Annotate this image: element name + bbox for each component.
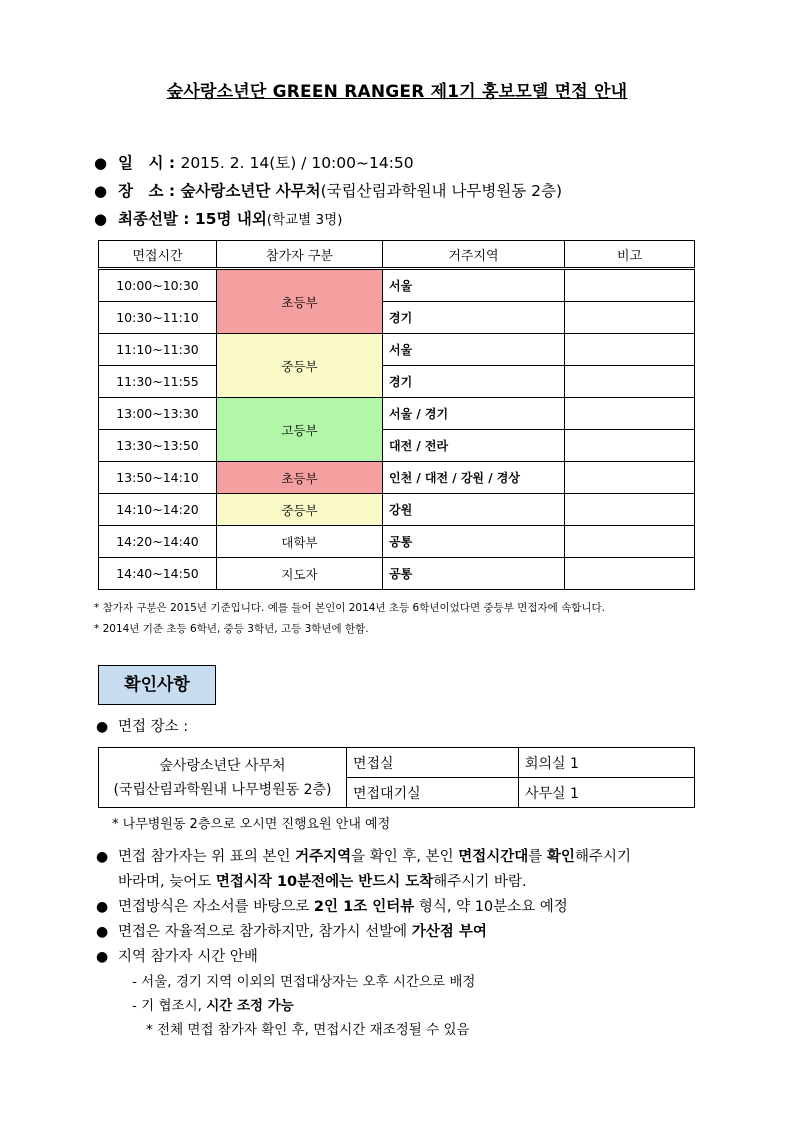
region-cell: 공통	[383, 526, 565, 558]
note-cell	[565, 494, 695, 526]
table-row	[99, 334, 695, 366]
table-row	[99, 269, 695, 302]
room-cell: 면접실	[347, 748, 519, 778]
footnote: * 참가자 구분은 2015년 기준입니다. 예를 들어 본인이 2014년 초등 6학년이었다면 중등부 면접자에 속합니다.	[94, 602, 606, 614]
item-3: ● 면접은 자율적으로 참가하지만, 참가시 선발에 가산점 부여	[96, 924, 487, 940]
column-header: 참가자 구분	[217, 241, 383, 269]
bullet-icon: ●	[96, 924, 109, 940]
time-cell: 14:10~14:20	[99, 494, 217, 526]
room-cell: 면접대기실	[347, 778, 519, 808]
item-4-sub-2: - 기 협조시, 시간 조정 가능	[132, 998, 294, 1014]
group-cell: 대학부	[217, 526, 383, 558]
region-cell: 대전 / 전라	[383, 430, 565, 462]
note-cell	[565, 269, 695, 302]
region-cell: 경기	[383, 302, 565, 334]
place-cell: 회의실 1	[519, 748, 695, 778]
venue-intro: ● 면접 장소 :	[96, 719, 189, 735]
table-row	[99, 430, 695, 462]
item-1: ● 면접 참가자는 위 표의 본인 거주지역을 확인 후, 본인 면접시간대를 확인해주시기	[96, 849, 631, 865]
info-place: ● 장 소 : 숲사랑소년단 사무처(국립산림과학원내 나무병원동 2층)	[94, 182, 563, 200]
note-cell	[565, 558, 695, 590]
group-cell: 중등부	[217, 494, 383, 526]
time-cell: 13:00~13:30	[99, 398, 217, 430]
note-cell	[565, 526, 695, 558]
time-cell: 13:50~14:10	[99, 462, 217, 494]
group-cell: 지도자	[217, 558, 383, 590]
venue-address: (국립산림과학원내 나무병원동 2층)	[113, 781, 332, 798]
table-row	[99, 494, 695, 526]
bullet-icon: ●	[94, 210, 108, 228]
table-row	[99, 366, 695, 398]
region-cell: 강원	[383, 494, 565, 526]
time-cell: 10:00~10:30	[99, 269, 217, 302]
time-cell: 11:30~11:55	[99, 366, 217, 398]
group-cell: 초등부	[217, 269, 383, 334]
venue-name-cell	[99, 748, 347, 808]
item-4-sub-1: - 서울, 경기 지역 이외의 면접대상자는 오후 시간으로 배정	[132, 974, 476, 990]
info-extra: (학교별 3명)	[266, 212, 343, 228]
venue-note: * 나무병원동 2층으로 오시면 진행요원 안내 예정	[112, 817, 391, 832]
table-row	[99, 398, 695, 430]
bullet-icon: ●	[96, 849, 109, 865]
note-cell	[565, 334, 695, 366]
info-value: 15명 내외	[194, 210, 267, 228]
note-cell	[565, 430, 695, 462]
table-row	[99, 526, 695, 558]
info-date: ● 일 시 : 2015. 2. 14(토) / 10:00~14:50	[94, 154, 414, 172]
schedule-table	[98, 240, 695, 590]
note-cell	[565, 366, 695, 398]
bullet-icon: ●	[96, 899, 109, 915]
time-cell: 11:10~11:30	[99, 334, 217, 366]
bullet-icon: ●	[94, 154, 108, 172]
page-title: 숲사랑소년단 GREEN RANGER 제1기 홍보모델 면접 안내	[166, 82, 628, 102]
item-2: ● 면접방식은 자소서를 바탕으로 2인 1조 인터뷰 형식, 약 10분소요 예정	[96, 899, 568, 915]
item-4: ● 지역 참가자 시간 안배	[96, 949, 258, 965]
group-cell: 고등부	[217, 398, 383, 462]
column-header: 거주지역	[383, 241, 565, 269]
region-cell: 서울	[383, 334, 565, 366]
time-cell: 14:20~14:40	[99, 526, 217, 558]
section-title: 확인사항	[98, 665, 216, 705]
item-1-cont: 바라며, 늦어도 면접시작 10분전에는 반드시 도착해주시기 바람.	[118, 874, 527, 890]
table-row	[99, 302, 695, 334]
venue-name: 숲사랑소년단 사무처	[159, 757, 286, 774]
bullet-icon: ●	[96, 719, 109, 735]
table-row	[99, 748, 695, 778]
note-cell	[565, 462, 695, 494]
time-cell: 10:30~11:10	[99, 302, 217, 334]
group-cell: 중등부	[217, 334, 383, 398]
info-extra: (국립산림과학원내 나무병원동 2층)	[320, 182, 563, 200]
table-row	[99, 462, 695, 494]
info-value: 숲사랑소년단 사무처	[180, 182, 321, 200]
info-value: 2015. 2. 14(토) / 10:00~14:50	[180, 154, 414, 172]
info-selection: ● 최종선발 : 15명 내외(학교별 3명)	[94, 210, 343, 228]
info-label: 일 시	[118, 154, 164, 172]
region-cell: 서울	[383, 269, 565, 302]
info-label: 장 소	[118, 182, 164, 200]
note-cell	[565, 302, 695, 334]
time-cell: 14:40~14:50	[99, 558, 217, 590]
venue-table	[98, 747, 695, 808]
column-header: 비고	[565, 241, 695, 269]
table-header-row	[99, 241, 695, 269]
time-cell: 13:30~13:50	[99, 430, 217, 462]
footnote: * 2014년 기준 초등 6학년, 중등 3학년, 고등 3학년에 한함.	[94, 623, 369, 635]
region-cell: 인천 / 대전 / 강원 / 경상	[383, 462, 565, 494]
info-label: 최종선발	[118, 210, 178, 228]
item-4-sub-3: * 전체 면접 참가자 확인 후, 면접시간 재조정될 수 있음	[146, 1022, 470, 1038]
region-cell: 서울 / 경기	[383, 398, 565, 430]
place-cell: 사무실 1	[519, 778, 695, 808]
note-cell	[565, 398, 695, 430]
table-row	[99, 558, 695, 590]
bullet-icon: ●	[96, 949, 109, 965]
region-cell: 공통	[383, 558, 565, 590]
bullet-icon: ●	[94, 182, 108, 200]
region-cell: 경기	[383, 366, 565, 398]
column-header: 면접시간	[99, 241, 217, 269]
group-cell: 초등부	[217, 462, 383, 494]
